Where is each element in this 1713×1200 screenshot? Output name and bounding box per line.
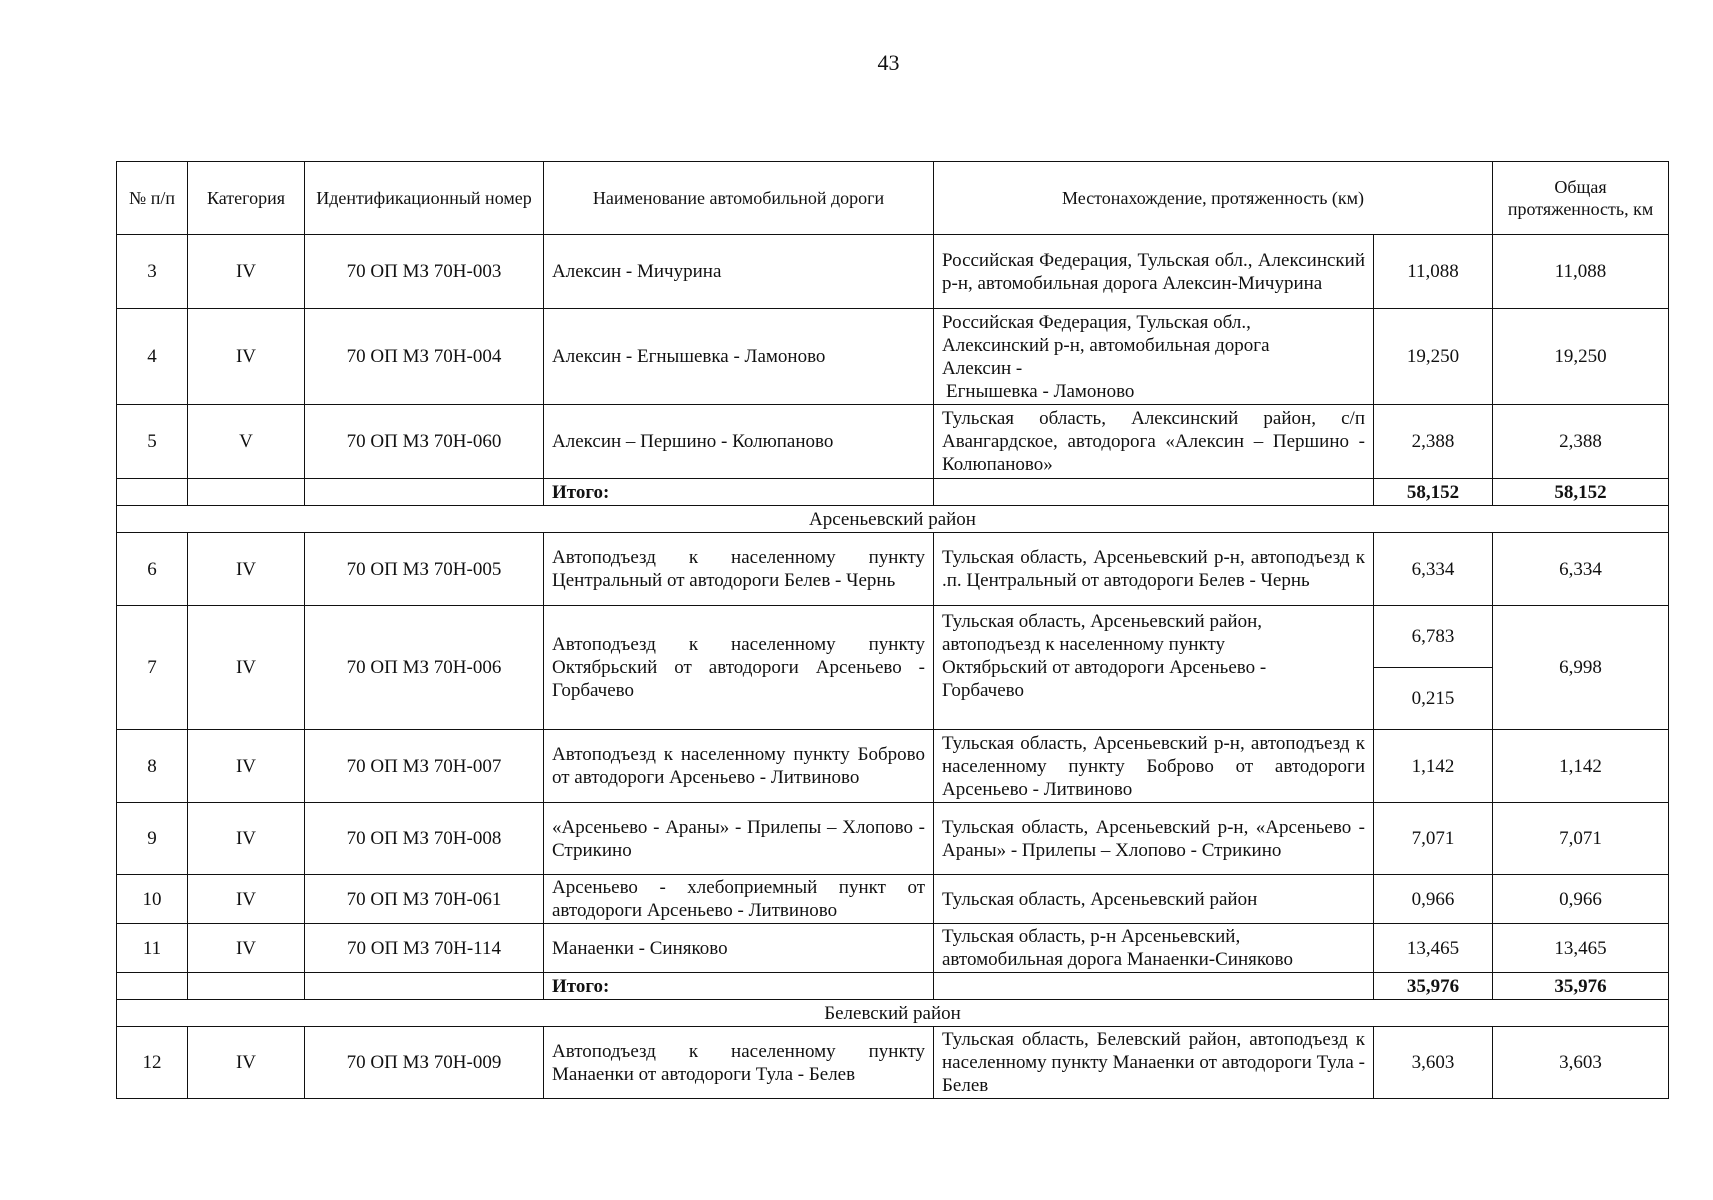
location-line: Алексинский р-н, автомобильная дорога	[942, 334, 1270, 356]
row-name: Алексин - Мичурина	[544, 235, 934, 309]
roads-table	[116, 161, 1669, 1099]
row-num: 6	[117, 533, 188, 606]
row-length: 0,966	[1374, 875, 1493, 924]
row-name: Автоподъезд к населенному пункту Центральный от автодороги Белев - Чернь	[544, 533, 934, 606]
row-length: 3,603	[1374, 1027, 1493, 1099]
row-num: 10	[117, 875, 188, 924]
row-name: Автоподъезд к населенному пункту Манаенки от автодороги Тула - Белев	[544, 1027, 934, 1099]
total-label: Итого:	[544, 479, 934, 506]
row-category: IV	[188, 875, 305, 924]
header-category: Категория	[188, 162, 305, 235]
location-line: Российская Федерация, Тульская обл.,	[942, 311, 1251, 333]
row-num: 5	[117, 405, 188, 479]
location-line: Октябрьский от автодороги Арсеньево -	[942, 657, 1267, 678]
row-location: Российская Федерация, Тульская обл., Алексинский р-н, автомобильная дорога Алексин-Мичурина	[934, 235, 1374, 309]
row-location: Тульская область, Арсеньевский р-н, автоподъезд к населенному пункту Боброво от автодороги Арсеньево - Литвиново	[934, 730, 1374, 803]
row-total: 3,603	[1493, 1027, 1669, 1099]
row-length: 13,465	[1374, 924, 1493, 973]
row-num: 11	[117, 924, 188, 973]
row-name: Арсеньево - хлебоприемный пункт от автодороги Арсеньево - Литвиново	[544, 875, 934, 924]
table-row	[117, 875, 1669, 924]
row-category: IV	[188, 533, 305, 606]
row-id: 70 ОП МЗ 70Н-004	[305, 309, 544, 405]
row-length: 2,388	[1374, 405, 1493, 479]
row-total: 6,334	[1493, 533, 1669, 606]
row-location	[934, 924, 1374, 973]
total-row	[117, 973, 1669, 1000]
table-row	[117, 606, 1669, 668]
row-id: 70 ОП МЗ 70Н-009	[305, 1027, 544, 1099]
row-name: Алексин - Егнышевка - Ламоново	[544, 309, 934, 405]
row-length: 7,071	[1374, 803, 1493, 875]
row-id: 70 ОП МЗ 70Н-003	[305, 235, 544, 309]
row-id: 70 ОП МЗ 70Н-114	[305, 924, 544, 973]
row-num: 9	[117, 803, 188, 875]
district-row	[117, 506, 1669, 533]
header-name: Наименование автомобильной дороги	[544, 162, 934, 235]
row-length: 1,142	[1374, 730, 1493, 803]
table-header	[117, 162, 1669, 235]
row-category: IV	[188, 730, 305, 803]
header-num: № п/п	[117, 162, 188, 235]
page-number: 43	[877, 50, 900, 75]
row-total: 7,071	[1493, 803, 1669, 875]
location-line: Алексин -	[942, 357, 1023, 379]
location-line: Горбачево	[942, 680, 1024, 701]
location-line: Егнышевка - Ламоново	[946, 380, 1135, 402]
row-length: 6,783	[1374, 606, 1493, 668]
row-length: 0,215	[1374, 668, 1493, 730]
row-num: 8	[117, 730, 188, 803]
table-row	[117, 803, 1669, 875]
row-id: 70 ОП МЗ 70Н-008	[305, 803, 544, 875]
table-row	[117, 924, 1669, 973]
row-num: 4	[117, 309, 188, 405]
header-location: Местонахождение, протяженность (км)	[934, 162, 1493, 235]
row-id: 70 ОП МЗ 70Н-006	[305, 606, 544, 730]
row-total: 13,465	[1493, 924, 1669, 973]
row-num: 3	[117, 235, 188, 309]
district-title: Белевский район	[117, 1000, 1669, 1027]
row-category: V	[188, 405, 305, 479]
row-length: 19,250	[1374, 309, 1493, 405]
row-num: 12	[117, 1027, 188, 1099]
row-category: IV	[188, 803, 305, 875]
row-location: Тульская область, Арсеньевский р-н, автоподъезд к .п. Центральный от автодороги Белев - Чернь	[934, 533, 1374, 606]
row-total: 1,142	[1493, 730, 1669, 803]
row-id: 70 ОП МЗ 70Н-005	[305, 533, 544, 606]
row-location: Тульская область, Арсеньевский р-н, «Арсеньево - Араны» - Прилепы – Хлопово - Стрикино	[934, 803, 1374, 875]
row-category: IV	[188, 924, 305, 973]
row-location: Тульская область, Арсеньевский район	[934, 875, 1374, 924]
row-id: 70 ОП МЗ 70Н-007	[305, 730, 544, 803]
table-row	[117, 730, 1669, 803]
row-category: IV	[188, 309, 305, 405]
row-id: 70 ОП МЗ 70Н-061	[305, 875, 544, 924]
header-total: Общая протяженность, км	[1493, 162, 1669, 235]
table-row	[117, 235, 1669, 309]
row-name: Алексин – Першино - Колюпаново	[544, 405, 934, 479]
row-total: 11,088	[1493, 235, 1669, 309]
table-row	[117, 309, 1669, 405]
header-id: Идентификационный номер	[305, 162, 544, 235]
row-location	[934, 606, 1374, 730]
row-location	[934, 309, 1374, 405]
row-total: 0,966	[1493, 875, 1669, 924]
row-id: 70 ОП МЗ 70Н-060	[305, 405, 544, 479]
district-title: Арсеньевский район	[117, 506, 1669, 533]
table-row	[117, 533, 1669, 606]
row-num: 7	[117, 606, 188, 730]
total-sum: 58,152	[1493, 479, 1669, 506]
row-name: Автоподъезд к населенному пункту Октябрьский от автодороги Арсеньево - Горбачево	[544, 606, 934, 730]
total-length: 35,976	[1374, 973, 1493, 1000]
row-name: Манаенки - Синяково	[544, 924, 934, 973]
row-location: Тульская область, Белевский район, автоподъезд к населенному пункту Манаенки от автодороги Тула - Белев	[934, 1027, 1374, 1099]
row-category: IV	[188, 606, 305, 730]
location-line: автомобильная дорога Манаенки-Синяково	[942, 949, 1293, 970]
row-length: 11,088	[1374, 235, 1493, 309]
row-location: Тульская область, Алексинский район, с/п Авангардское, автодорога «Алексин – Першино - Колюпаново»	[934, 405, 1374, 479]
row-name: Автоподъезд к населенному пункту Боброво от автодороги Арсеньево - Литвиново	[544, 730, 934, 803]
row-name: «Арсеньево - Араны» - Прилепы – Хлопово - Стрикино	[544, 803, 934, 875]
row-category: IV	[188, 1027, 305, 1099]
table-row	[117, 1027, 1669, 1099]
row-category: IV	[188, 235, 305, 309]
table-row	[117, 405, 1669, 479]
row-length: 6,334	[1374, 533, 1493, 606]
total-label: Итого:	[544, 973, 934, 1000]
total-length: 58,152	[1374, 479, 1493, 506]
row-total: 19,250	[1493, 309, 1669, 405]
row-total: 6,998	[1493, 606, 1669, 730]
row-total: 2,388	[1493, 405, 1669, 479]
total-row	[117, 479, 1669, 506]
location-line: Тульская область, р-н Арсеньевский,	[942, 926, 1241, 947]
location-line: автоподъезд к населенному пункту	[942, 634, 1226, 655]
total-sum: 35,976	[1493, 973, 1669, 1000]
district-row	[117, 1000, 1669, 1027]
location-line: Тульская область, Арсеньевский район,	[942, 611, 1262, 632]
